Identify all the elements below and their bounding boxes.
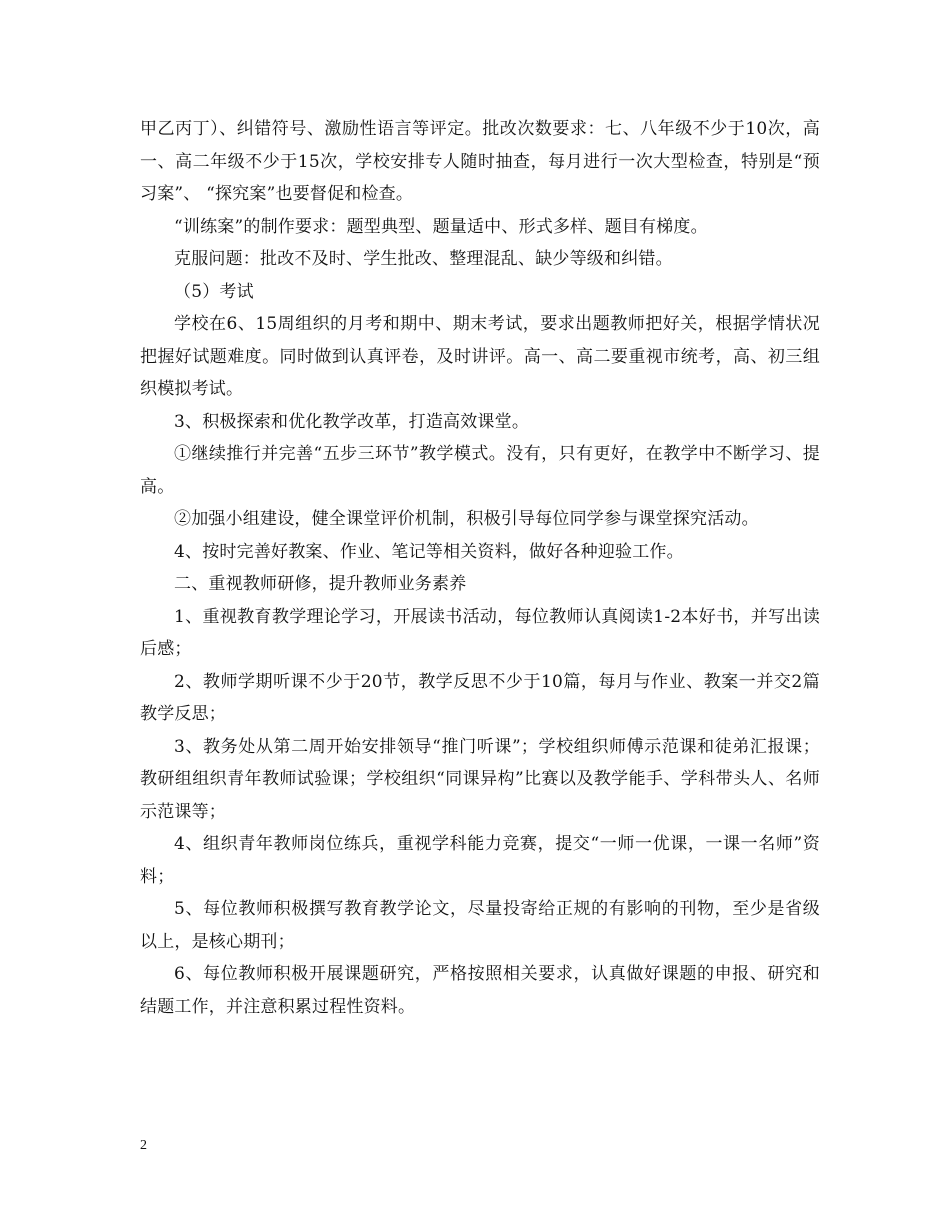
section-heading: 二、重视教师研修，提升教师业务素养 [174, 574, 467, 594]
document-body [140, 113, 820, 1023]
list-item: 6、每位教师积极开展课题研究，严格按照相关要求，认真做好课题的申报、研究和结题工作，并注意积累过程性资料。 [140, 964, 820, 1017]
page-number: 2 [140, 1138, 147, 1153]
list-item: ①继续推行并完善“五步三环节”教学模式。没有，只有更好，在教学中不断学习、提高。 [140, 444, 820, 497]
list-item: 1、重视教育教学理论学习，开展读书活动，每位教师认真阅读1-2本好书，并写出读后感； [140, 606, 820, 659]
list-item: 5、每位教师积极撰写教育教学论文，尽量投寄给正规的有影响的刊物，至少是省级以上，是核心期刊； [140, 899, 820, 952]
section-heading: 3、积极探索和优化教学改革，打造高效课堂。 [174, 411, 530, 432]
paragraph: 学校在6、15周组织的月考和期中、期末考试，要求出题教师把好关，根据学情状况把握好试题难度。同时做到认真评卷，及时讲评。高一、高二要重视市统考，高、初三组织模拟考试。 [140, 314, 820, 399]
paragraph: “训练案”的制作要求：题型典型、题量适中、形式多样、题目有梯度。 [174, 216, 708, 237]
list-item: 2、教师学期听课不少于20节，教学反思不少于10篇，每月与作业、教案一并交2篇教学反思； [140, 671, 820, 724]
list-item: 3、教务处从第二周开始安排领导“推门听课”；学校组织师傅示范课和徒弟汇报课；教研组组织青年教师试验课；学校组织“同课异构”比赛以及教学能手、学科带头人、名师示范课等； [140, 736, 820, 822]
paragraph: 甲乙丙丁）、纠错符号、激励性语言等评定。批改次数要求：七、八年级不少于10次，高一、高二年级不少于15次，学校安排专人随时抽查，每月进行一次大型检查，特别是“预习案”、 “探究案”也要督促和检查。 [140, 119, 820, 204]
list-item: 4、组织青年教师岗位练兵，重视学科能力竞赛，提交“一师一优课，一课一名师”资料； [140, 834, 820, 887]
section-heading: （5）考试 [174, 281, 254, 302]
section-heading: 4、按时完善好教案、作业、笔记等相关资料，做好各种迎验工作。 [174, 541, 684, 562]
list-item: ②加强小组建设，健全课堂评价机制，积极引导每位同学参与课堂探究活动。 [174, 509, 759, 529]
paragraph: 克服问题：批改不及时、学生批改、整理混乱、缺少等级和纠错。 [174, 249, 673, 269]
